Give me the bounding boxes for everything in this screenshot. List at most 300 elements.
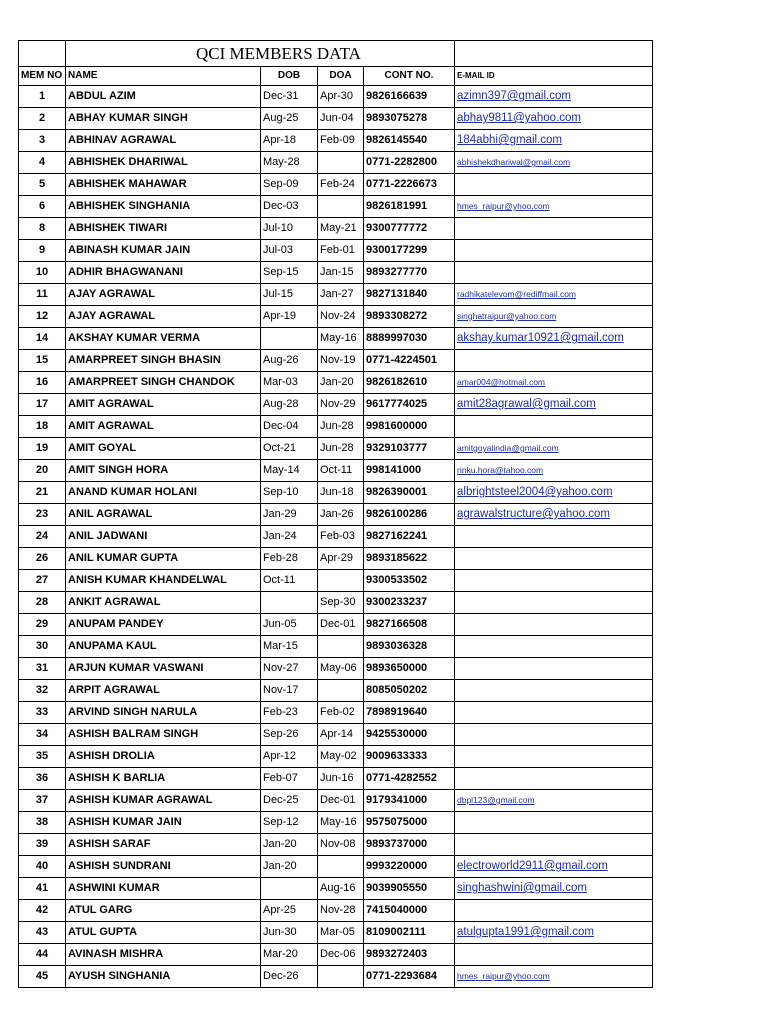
member-dob-cell[interactable]: May-28: [261, 152, 318, 174]
member-contact-cell[interactable]: 0771-4282552: [364, 768, 455, 790]
member-no-cell[interactable]: 21: [19, 482, 66, 504]
table-row: [19, 482, 653, 504]
member-contact-cell[interactable]: 9300177299: [364, 240, 455, 262]
email-link[interactable]: agrawalstructure@yahoo.com: [457, 508, 610, 520]
member-no-cell[interactable]: 42: [19, 900, 66, 922]
member-doa-cell[interactable]: Feb-01: [318, 240, 364, 262]
member-contact-cell[interactable]: 9826181991: [364, 196, 455, 218]
member-no-cell[interactable]: 10: [19, 262, 66, 284]
member-email-cell[interactable]: [455, 614, 653, 636]
member-contact-cell[interactable]: 0771-2282800: [364, 152, 455, 174]
member-contact-cell[interactable]: 9826100286: [364, 504, 455, 526]
member-name-cell[interactable]: ARPIT AGRAWAL: [66, 680, 261, 702]
member-dob-cell[interactable]: Dec-03: [261, 196, 318, 218]
member-dob-cell[interactable]: Dec-04: [261, 416, 318, 438]
member-email-cell[interactable]: [455, 372, 653, 394]
member-dob-cell[interactable]: Jun-05: [261, 614, 318, 636]
table-row: [19, 746, 653, 768]
member-no-cell[interactable]: 34: [19, 724, 66, 746]
table-row: [19, 240, 653, 262]
member-no-cell[interactable]: 15: [19, 350, 66, 372]
member-no-cell[interactable]: 11: [19, 284, 66, 306]
member-contact-cell[interactable]: 9827166508: [364, 614, 455, 636]
member-name-cell[interactable]: ANIL KUMAR GUPTA: [66, 548, 261, 570]
member-contact-cell[interactable]: 9826182610: [364, 372, 455, 394]
member-dob-cell[interactable]: [261, 328, 318, 350]
member-no-cell[interactable]: 1: [19, 86, 66, 108]
member-dob-cell[interactable]: Apr-25: [261, 900, 318, 922]
email-link[interactable]: amit28agrawal@gmail.com: [457, 398, 596, 410]
member-contact-cell[interactable]: 9893277770: [364, 262, 455, 284]
member-name-cell[interactable]: ABHISHEK DHARIWAL: [66, 152, 261, 174]
member-contact-cell[interactable]: 9893272403: [364, 944, 455, 966]
member-no-cell[interactable]: 43: [19, 922, 66, 944]
member-contact-cell[interactable]: 9893185622: [364, 548, 455, 570]
member-dob-cell[interactable]: Oct-11: [261, 570, 318, 592]
member-dob-cell[interactable]: Apr-18: [261, 130, 318, 152]
table-row: [19, 658, 653, 680]
member-no-cell[interactable]: 35: [19, 746, 66, 768]
member-doa-cell[interactable]: Nov-29: [318, 394, 364, 416]
member-doa-cell[interactable]: Sep-30: [318, 592, 364, 614]
member-email-cell[interactable]: [455, 702, 653, 724]
member-doa-cell[interactable]: Jan-27: [318, 284, 364, 306]
member-email-cell[interactable]: [455, 328, 653, 350]
member-no-cell[interactable]: 18: [19, 416, 66, 438]
member-contact-cell[interactable]: 9009633333: [364, 746, 455, 768]
member-email-cell[interactable]: [455, 262, 653, 284]
member-contact-cell[interactable]: 9827131840: [364, 284, 455, 306]
member-name-cell[interactable]: ASHISH SUNDRANI: [66, 856, 261, 878]
table-row: [19, 438, 653, 460]
member-no-cell[interactable]: 14: [19, 328, 66, 350]
member-name-cell[interactable]: AMARPREET SINGH CHANDOK: [66, 372, 261, 394]
table-row: [19, 306, 653, 328]
member-email-cell[interactable]: [455, 240, 653, 262]
member-dob-cell[interactable]: Aug-26: [261, 350, 318, 372]
member-email-cell[interactable]: [455, 900, 653, 922]
member-doa-cell[interactable]: Jun-18: [318, 482, 364, 504]
member-doa-cell[interactable]: Dec-01: [318, 790, 364, 812]
member-name-cell[interactable]: ANKIT AGRAWAL: [66, 592, 261, 614]
member-doa-cell[interactable]: Nov-28: [318, 900, 364, 922]
member-name-cell[interactable]: ASHISH DROLIA: [66, 746, 261, 768]
member-dob-cell[interactable]: Mar-03: [261, 372, 318, 394]
member-doa-cell[interactable]: Feb-02: [318, 702, 364, 724]
member-dob-cell[interactable]: Sep-15: [261, 262, 318, 284]
member-doa-cell[interactable]: Jan-15: [318, 262, 364, 284]
email-link[interactable]: radhikatelevom@rediffmail.com: [457, 289, 577, 299]
email-link[interactable]: amitgoyalindia@gmail.com: [457, 443, 559, 453]
member-doa-cell[interactable]: Jun-16: [318, 768, 364, 790]
member-contact-cell[interactable]: 9179341000: [364, 790, 455, 812]
member-name-cell[interactable]: ASHISH BALRAM SINGH: [66, 724, 261, 746]
member-dob-cell[interactable]: Jul-15: [261, 284, 318, 306]
member-email-cell[interactable]: [455, 724, 653, 746]
member-doa-cell[interactable]: [318, 152, 364, 174]
member-name-cell[interactable]: ANISH KUMAR KHANDELWAL: [66, 570, 261, 592]
member-no-cell[interactable]: 2: [19, 108, 66, 130]
member-email-cell[interactable]: [455, 878, 653, 900]
member-contact-cell[interactable]: 9039905550: [364, 878, 455, 900]
member-name-cell[interactable]: ATUL GUPTA: [66, 922, 261, 944]
member-doa-cell[interactable]: Feb-24: [318, 174, 364, 196]
member-no-cell[interactable]: 9: [19, 240, 66, 262]
header-name[interactable]: NAME: [66, 67, 261, 86]
member-doa-cell[interactable]: [318, 570, 364, 592]
member-dob-cell[interactable]: Jan-24: [261, 526, 318, 548]
member-email-cell[interactable]: [455, 152, 653, 174]
member-contact-cell[interactable]: 9893075278: [364, 108, 455, 130]
member-contact-cell[interactable]: 9617774025: [364, 394, 455, 416]
table-row: [19, 944, 653, 966]
member-no-cell[interactable]: 6: [19, 196, 66, 218]
member-email-cell[interactable]: [455, 768, 653, 790]
member-name-cell[interactable]: ASHISH SARAF: [66, 834, 261, 856]
member-name-cell[interactable]: ASHISH KUMAR AGRAWAL: [66, 790, 261, 812]
member-contact-cell[interactable]: 0771-4224501: [364, 350, 455, 372]
member-name-cell[interactable]: AVINASH MISHRA: [66, 944, 261, 966]
member-dob-cell[interactable]: [261, 878, 318, 900]
member-dob-cell[interactable]: Jan-29: [261, 504, 318, 526]
member-contact-cell[interactable]: 8085050202: [364, 680, 455, 702]
member-email-cell[interactable]: [455, 196, 653, 218]
member-dob-cell[interactable]: Jul-03: [261, 240, 318, 262]
member-no-cell[interactable]: 45: [19, 966, 66, 988]
member-dob-cell[interactable]: Aug-28: [261, 394, 318, 416]
member-dob-cell[interactable]: Sep-10: [261, 482, 318, 504]
member-no-cell[interactable]: 19: [19, 438, 66, 460]
member-name-cell[interactable]: ABHAY KUMAR SINGH: [66, 108, 261, 130]
member-doa-cell[interactable]: Dec-01: [318, 614, 364, 636]
member-email-cell[interactable]: [455, 350, 653, 372]
member-contact-cell[interactable]: 7415040000: [364, 900, 455, 922]
member-dob-cell[interactable]: Apr-12: [261, 746, 318, 768]
member-dob-cell[interactable]: Apr-19: [261, 306, 318, 328]
member-email-cell[interactable]: [455, 504, 653, 526]
member-email-cell[interactable]: [455, 790, 653, 812]
member-doa-cell[interactable]: Jun-04: [318, 108, 364, 130]
header-cont-no[interactable]: CONT NO.: [364, 67, 455, 86]
member-contact-cell[interactable]: 9300233237: [364, 592, 455, 614]
member-name-cell[interactable]: AMIT AGRAWAL: [66, 394, 261, 416]
member-name-cell[interactable]: ANAND KUMAR HOLANI: [66, 482, 261, 504]
member-name-cell[interactable]: AYUSH SINGHANIA: [66, 966, 261, 988]
table-row: [19, 790, 653, 812]
member-name-cell[interactable]: AMIT GOYAL: [66, 438, 261, 460]
member-name-cell[interactable]: ANIL AGRAWAL: [66, 504, 261, 526]
table-row: [19, 218, 653, 240]
member-name-cell[interactable]: ABINASH KUMAR JAIN: [66, 240, 261, 262]
member-doa-cell[interactable]: Jun-28: [318, 416, 364, 438]
member-email-cell[interactable]: [455, 812, 653, 834]
member-contact-cell[interactable]: 8889997030: [364, 328, 455, 350]
member-doa-cell[interactable]: May-21: [318, 218, 364, 240]
member-email-cell[interactable]: [455, 966, 653, 988]
member-name-cell[interactable]: AKSHAY KUMAR VERMA: [66, 328, 261, 350]
header-row: [19, 67, 653, 86]
member-email-cell[interactable]: [455, 944, 653, 966]
member-name-cell[interactable]: ABDUL AZIM: [66, 86, 261, 108]
table-row: [19, 724, 653, 746]
member-no-cell[interactable]: 39: [19, 834, 66, 856]
member-dob-cell[interactable]: Sep-26: [261, 724, 318, 746]
table-row: [19, 878, 653, 900]
member-dob-cell[interactable]: Dec-25: [261, 790, 318, 812]
member-dob-cell[interactable]: Nov-17: [261, 680, 318, 702]
member-no-cell[interactable]: 3: [19, 130, 66, 152]
member-email-cell[interactable]: [455, 86, 653, 108]
member-dob-cell[interactable]: May-14: [261, 460, 318, 482]
member-email-cell[interactable]: [455, 284, 653, 306]
member-doa-cell[interactable]: Feb-09: [318, 130, 364, 152]
member-no-cell[interactable]: 37: [19, 790, 66, 812]
member-dob-cell[interactable]: [261, 592, 318, 614]
member-name-cell[interactable]: ANIL JADWANI: [66, 526, 261, 548]
member-contact-cell[interactable]: 9893650000: [364, 658, 455, 680]
member-email-cell[interactable]: [455, 108, 653, 130]
member-email-cell[interactable]: [455, 856, 653, 878]
table-row: [19, 262, 653, 284]
member-doa-cell[interactable]: Nov-24: [318, 306, 364, 328]
email-link[interactable]: atulgupta1991@gmail.com: [457, 926, 594, 938]
member-name-cell[interactable]: ANUPAM PANDEY: [66, 614, 261, 636]
member-contact-cell[interactable]: 998141000: [364, 460, 455, 482]
table-row: [19, 526, 653, 548]
email-link[interactable]: singhatraipur@yahoo.com: [457, 311, 557, 321]
member-no-cell[interactable]: 36: [19, 768, 66, 790]
member-dob-cell[interactable]: Jan-20: [261, 834, 318, 856]
email-link[interactable]: dbpl123@gmail.com: [457, 795, 535, 805]
member-email-cell[interactable]: [455, 482, 653, 504]
member-contact-cell[interactable]: 9893308272: [364, 306, 455, 328]
member-no-cell[interactable]: 5: [19, 174, 66, 196]
member-contact-cell[interactable]: 9893737000: [364, 834, 455, 856]
member-name-cell[interactable]: ASHISH KUMAR JAIN: [66, 812, 261, 834]
member-email-cell[interactable]: [455, 416, 653, 438]
member-contact-cell[interactable]: 0771-2293684: [364, 966, 455, 988]
member-dob-cell[interactable]: Feb-23: [261, 702, 318, 724]
member-no-cell[interactable]: 41: [19, 878, 66, 900]
member-no-cell[interactable]: 17: [19, 394, 66, 416]
member-doa-cell[interactable]: Apr-30: [318, 86, 364, 108]
member-contact-cell[interactable]: 0771-2226673: [364, 174, 455, 196]
table-row: [19, 416, 653, 438]
member-doa-cell[interactable]: [318, 196, 364, 218]
member-doa-cell[interactable]: Jan-26: [318, 504, 364, 526]
member-no-cell[interactable]: 4: [19, 152, 66, 174]
member-no-cell[interactable]: 24: [19, 526, 66, 548]
member-name-cell[interactable]: ATUL GARG: [66, 900, 261, 922]
member-email-cell[interactable]: [455, 130, 653, 152]
member-no-cell[interactable]: 29: [19, 614, 66, 636]
member-name-cell[interactable]: ABHISHEK MAHAWAR: [66, 174, 261, 196]
member-email-cell[interactable]: [455, 680, 653, 702]
member-doa-cell[interactable]: Apr-29: [318, 548, 364, 570]
member-email-cell[interactable]: [455, 394, 653, 416]
member-no-cell[interactable]: 26: [19, 548, 66, 570]
member-no-cell[interactable]: 28: [19, 592, 66, 614]
member-name-cell[interactable]: ASHWINI KUMAR: [66, 878, 261, 900]
member-contact-cell[interactable]: 7898919640: [364, 702, 455, 724]
table-row: [19, 350, 653, 372]
member-email-cell[interactable]: [455, 592, 653, 614]
member-name-cell[interactable]: AJAY AGRAWAL: [66, 306, 261, 328]
table-row: [19, 834, 653, 856]
member-doa-cell[interactable]: Jan-20: [318, 372, 364, 394]
members-table: [18, 40, 653, 988]
member-doa-cell[interactable]: May-06: [318, 658, 364, 680]
email-link[interactable]: azimn397@gmail.com: [457, 90, 571, 102]
table-row: [19, 108, 653, 130]
member-name-cell[interactable]: AMARPREET SINGH BHASIN: [66, 350, 261, 372]
member-contact-cell[interactable]: 9425530000: [364, 724, 455, 746]
member-email-cell[interactable]: [455, 922, 653, 944]
member-email-cell[interactable]: [455, 460, 653, 482]
table-row: [19, 856, 653, 878]
member-no-cell[interactable]: 16: [19, 372, 66, 394]
email-link[interactable]: hmes_raipur@yhoo.com: [457, 201, 550, 211]
member-no-cell[interactable]: 30: [19, 636, 66, 658]
member-email-cell[interactable]: [455, 438, 653, 460]
member-name-cell[interactable]: ARJUN KUMAR VASWANI: [66, 658, 261, 680]
header-dob[interactable]: DOB: [261, 67, 318, 86]
member-no-cell[interactable]: 12: [19, 306, 66, 328]
email-link[interactable]: amar004@hotmail.com: [457, 377, 545, 387]
email-link[interactable]: akshay.kumar10921@gmail.com: [457, 332, 624, 344]
title-blank-cell-right: [455, 41, 653, 67]
header-email[interactable]: E-MAIL ID: [455, 67, 653, 86]
table-row: [19, 196, 653, 218]
member-dob-cell[interactable]: Jan-20: [261, 856, 318, 878]
member-doa-cell[interactable]: Oct-11: [318, 460, 364, 482]
member-no-cell[interactable]: 38: [19, 812, 66, 834]
table-row: [19, 328, 653, 350]
member-no-cell[interactable]: 23: [19, 504, 66, 526]
table-row: [19, 592, 653, 614]
member-email-cell[interactable]: [455, 570, 653, 592]
member-contact-cell[interactable]: 9893036328: [364, 636, 455, 658]
member-contact-cell[interactable]: 9981600000: [364, 416, 455, 438]
member-contact-cell[interactable]: 9827162241: [364, 526, 455, 548]
member-email-cell[interactable]: [455, 174, 653, 196]
member-doa-cell[interactable]: Dec-06: [318, 944, 364, 966]
email-link[interactable]: singhashwini@gmail.com: [457, 882, 587, 894]
member-doa-cell[interactable]: May-16: [318, 812, 364, 834]
member-doa-cell[interactable]: May-02: [318, 746, 364, 768]
member-dob-cell[interactable]: Mar-15: [261, 636, 318, 658]
header-mem-no[interactable]: MEM NO: [19, 67, 66, 86]
member-name-cell[interactable]: AJAY AGRAWAL: [66, 284, 261, 306]
member-email-cell[interactable]: [455, 658, 653, 680]
member-contact-cell[interactable]: 8109002111: [364, 922, 455, 944]
member-contact-cell[interactable]: 9300777772: [364, 218, 455, 240]
email-link[interactable]: albrightsteel2004@yahoo.com: [457, 486, 613, 498]
member-name-cell[interactable]: AMIT AGRAWAL: [66, 416, 261, 438]
member-contact-cell[interactable]: 9575075000: [364, 812, 455, 834]
member-name-cell[interactable]: AMIT SINGH HORA: [66, 460, 261, 482]
member-dob-cell[interactable]: Dec-26: [261, 966, 318, 988]
email-link[interactable]: 184abhi@gmail.com: [457, 134, 563, 146]
member-contact-cell[interactable]: 9993220000: [364, 856, 455, 878]
member-email-cell[interactable]: [455, 746, 653, 768]
member-dob-cell[interactable]: Aug-25: [261, 108, 318, 130]
email-link[interactable]: rinku.hora@tahoo.com: [457, 465, 544, 475]
member-doa-cell[interactable]: Nov-19: [318, 350, 364, 372]
member-doa-cell[interactable]: Jun-28: [318, 438, 364, 460]
member-doa-cell[interactable]: Apr-14: [318, 724, 364, 746]
member-dob-cell[interactable]: Oct-21: [261, 438, 318, 460]
member-name-cell[interactable]: ANUPAMA KAUL: [66, 636, 261, 658]
member-doa-cell[interactable]: [318, 966, 364, 988]
member-no-cell[interactable]: 27: [19, 570, 66, 592]
member-dob-cell[interactable]: Nov-27: [261, 658, 318, 680]
table-row: [19, 152, 653, 174]
member-contact-cell[interactable]: 9826390001: [364, 482, 455, 504]
member-name-cell[interactable]: ABHINAV AGRAWAL: [66, 130, 261, 152]
member-dob-cell[interactable]: Mar-20: [261, 944, 318, 966]
member-dob-cell[interactable]: Feb-07: [261, 768, 318, 790]
member-doa-cell[interactable]: May-16: [318, 328, 364, 350]
member-no-cell[interactable]: 31: [19, 658, 66, 680]
member-doa-cell[interactable]: Nov-08: [318, 834, 364, 856]
member-doa-cell[interactable]: [318, 856, 364, 878]
member-name-cell[interactable]: ADHIR BHAGWANANI: [66, 262, 261, 284]
member-no-cell[interactable]: 44: [19, 944, 66, 966]
member-no-cell[interactable]: 20: [19, 460, 66, 482]
member-dob-cell[interactable]: Jun-30: [261, 922, 318, 944]
member-no-cell[interactable]: 40: [19, 856, 66, 878]
member-dob-cell[interactable]: Jul-10: [261, 218, 318, 240]
member-email-cell[interactable]: [455, 548, 653, 570]
member-email-cell[interactable]: [455, 834, 653, 856]
member-doa-cell[interactable]: Feb-03: [318, 526, 364, 548]
member-name-cell[interactable]: ABHISHEK TIWARI: [66, 218, 261, 240]
table-row: [19, 284, 653, 306]
email-link[interactable]: hmes_raipur@yhoo.com: [457, 971, 550, 981]
member-contact-cell[interactable]: 9329103777: [364, 438, 455, 460]
member-email-cell[interactable]: [455, 636, 653, 658]
header-doa[interactable]: DOA: [318, 67, 364, 86]
member-doa-cell[interactable]: Aug-16: [318, 878, 364, 900]
member-dob-cell[interactable]: Feb-28: [261, 548, 318, 570]
member-email-cell[interactable]: [455, 218, 653, 240]
member-dob-cell[interactable]: Sep-09: [261, 174, 318, 196]
member-doa-cell[interactable]: Mar-05: [318, 922, 364, 944]
member-no-cell[interactable]: 8: [19, 218, 66, 240]
member-contact-cell[interactable]: 9826166639: [364, 86, 455, 108]
member-dob-cell[interactable]: Sep-12: [261, 812, 318, 834]
member-email-cell[interactable]: [455, 306, 653, 328]
table-row: [19, 394, 653, 416]
email-link[interactable]: electroworld2911@gmail.com: [457, 860, 608, 872]
member-contact-cell[interactable]: 9300533502: [364, 570, 455, 592]
table-row: [19, 614, 653, 636]
member-name-cell[interactable]: ASHISH K BARLIA: [66, 768, 261, 790]
member-email-cell[interactable]: [455, 526, 653, 548]
member-name-cell[interactable]: ABHISHEK SINGHANIA: [66, 196, 261, 218]
email-link[interactable]: abhay9811@yahoo.com: [457, 112, 581, 124]
member-no-cell[interactable]: 32: [19, 680, 66, 702]
member-no-cell[interactable]: 33: [19, 702, 66, 724]
email-link[interactable]: abhishekdhariwal@gmail.com: [457, 157, 571, 167]
member-name-cell[interactable]: ARVIND SINGH NARULA: [66, 702, 261, 724]
member-doa-cell[interactable]: [318, 636, 364, 658]
member-contact-cell[interactable]: 9826145540: [364, 130, 455, 152]
member-dob-cell[interactable]: Dec-31: [261, 86, 318, 108]
member-doa-cell[interactable]: [318, 680, 364, 702]
title-row: [19, 41, 653, 67]
